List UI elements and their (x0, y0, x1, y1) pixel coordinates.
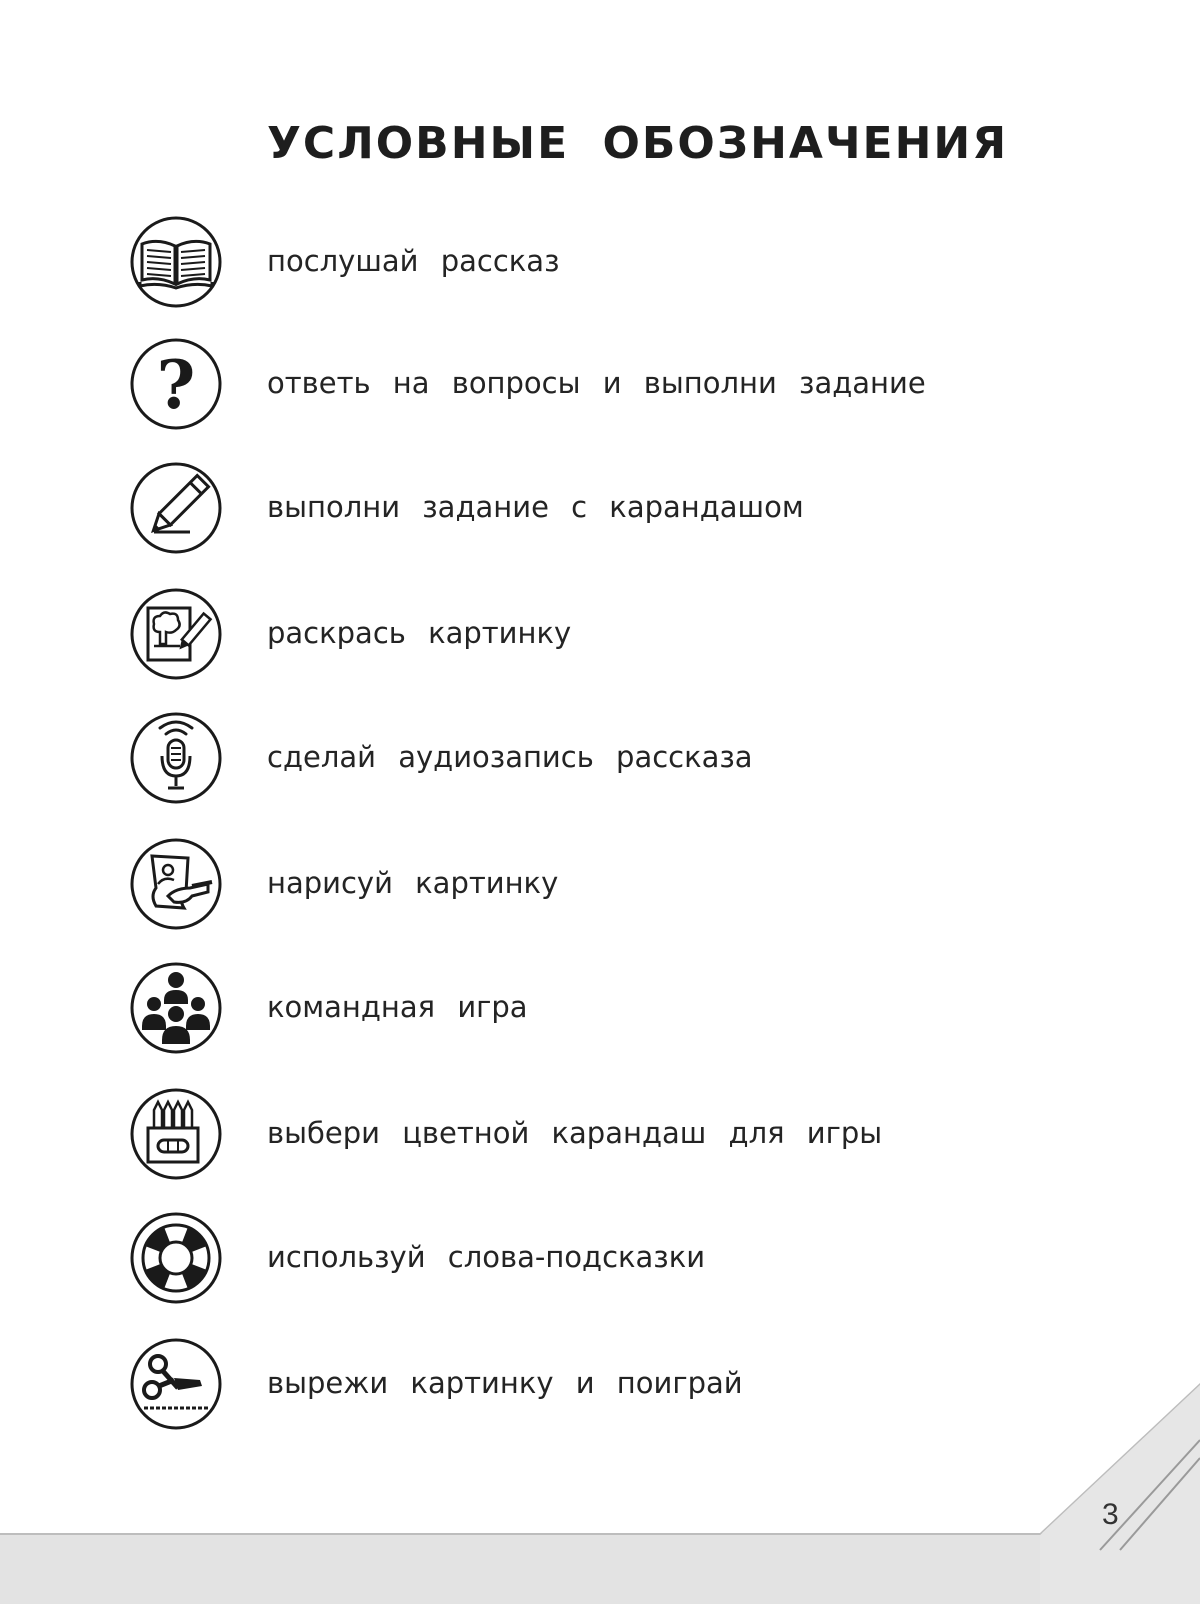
page-title: УСЛОВНЫЕ ОБОЗНАЧЕНИЯ (267, 118, 1009, 169)
legend-item (128, 214, 1128, 310)
legend-item (128, 960, 1128, 1056)
picture-coloring-icon (128, 586, 224, 682)
legend-label: нарисуй картинку (267, 866, 559, 900)
legend-label: послушай рассказ (267, 244, 560, 278)
page-number: 3 (1102, 1498, 1119, 1531)
svg-text:?: ? (156, 346, 196, 424)
legend-item (128, 1210, 1128, 1306)
legend-item (128, 586, 1128, 682)
legend-label: выполни задание с карандашом (267, 490, 804, 524)
footer-band (0, 1535, 1200, 1604)
legend-item (128, 1336, 1128, 1432)
scissors-icon (128, 1336, 224, 1432)
crayon-box-icon (128, 1086, 224, 1182)
team-icon (128, 960, 224, 1056)
legend-item (128, 710, 1128, 806)
legend-item (128, 336, 1128, 432)
microphone-icon (128, 710, 224, 806)
open-book-icon (128, 214, 224, 310)
hand-drawing-icon (128, 836, 224, 932)
legend-label: ответь на вопросы и выполни задание (267, 366, 926, 400)
legend-label: раскрась картинку (267, 616, 572, 650)
legend-label: вырежи картинку и поиграй (267, 1366, 743, 1400)
legend-label: выбери цветной карандаш для игры (267, 1116, 883, 1150)
page-corner-decoration (1040, 1370, 1200, 1604)
legend-label: используй слова-подсказки (267, 1240, 706, 1274)
legend-label: командная игра (267, 990, 528, 1024)
legend-item (128, 836, 1128, 932)
legend-label: сделай аудиозапись рассказа (267, 740, 753, 774)
lifebuoy-icon (128, 1210, 224, 1306)
question-mark-icon (128, 336, 224, 432)
legend-item (128, 460, 1128, 556)
legend-item (128, 1086, 1128, 1182)
pencil-icon (128, 460, 224, 556)
